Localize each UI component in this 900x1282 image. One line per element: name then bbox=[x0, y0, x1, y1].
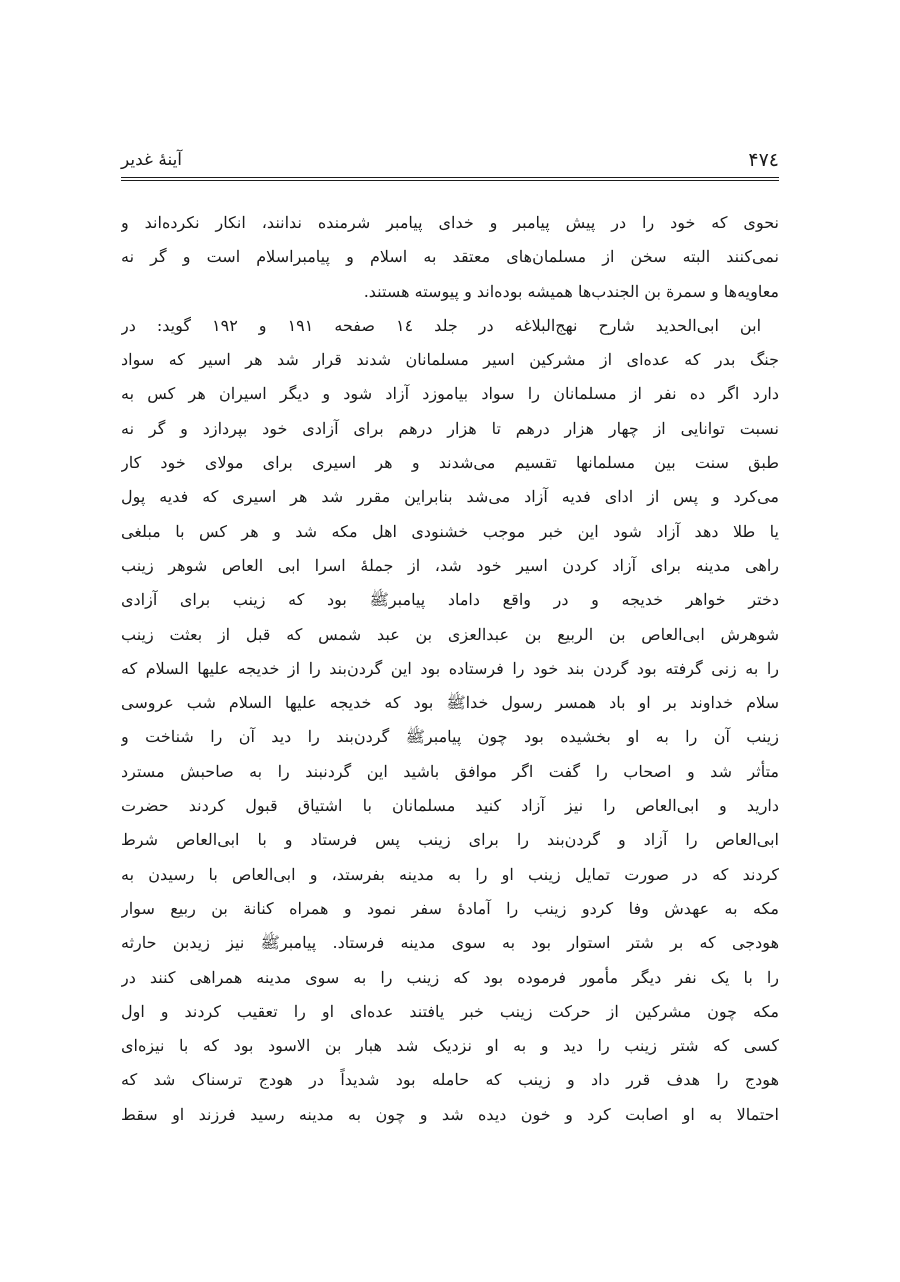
text-line: جنگ بدر که عده‌ای از مشرکین اسیر مسلمانان شدند قرار شد هر اسیر که سواد bbox=[121, 350, 779, 370]
text-line: سلام خداوند بر او باد همسر رسول خداﷺ بود که خدیجه علیها السلام شب عروسی bbox=[121, 693, 779, 713]
body-text bbox=[121, 206, 779, 1132]
text-line: را به زنی گرفته بود گردن بند خود را فرستاده بود این گردن‌بند را از خدیجه علیها السلام که bbox=[121, 658, 779, 678]
text-line: زینب آن را به او بخشیده بود چون پیامبرﷺ گردن‌بند را دید آن را شناخت و bbox=[121, 727, 779, 747]
text-line: می‌کرد و پس از ادای فدیه آزاد می‌شد بنابراین مقرر شد هر اسیری که فدیه پول bbox=[121, 487, 779, 507]
text-line: ابن ابی‌الحدید شارح نهج‌البلاغه در جلد ١٤ صفحه ١٩١ و ١٩٢ گوید: در bbox=[121, 315, 762, 335]
text-line: کردند که در صورت تمایل زینب او را به مدینه بفرستد، و ابی‌العاص با رسیدن به bbox=[121, 864, 779, 884]
text-line: مکه به عهدش وفا کردو زینب را آمادهٔ سفر نمود و همراه کنانة بن ربیع سوار bbox=[121, 898, 779, 918]
text-line: طبق سنت بین مسلمانها تقسیم می‌شدند و هر اسیری برای مولای خود کار bbox=[121, 453, 779, 473]
text-line: نمی‌کنند البته سخن از مسلمان‌های معتقد به اسلام و پیامبراسلام است و گر نه bbox=[121, 247, 779, 267]
text-line: دارد اگر ده نفر از مسلمانان را سواد بیاموزد آزاد شود و دیگر اسیران هر کس به bbox=[121, 384, 779, 404]
text-line: متأثر شد و اصحاب را گفت اگر موافق باشید این گردنبند را به صاحبش مسترد bbox=[121, 761, 779, 781]
text-line: راهی مدینه برای آزاد کردن اسیر خود شد، از جملهٔ اسرا ابی العاص شوهر زینب bbox=[121, 555, 779, 575]
page-number: ۴۷٤ bbox=[748, 149, 779, 171]
text-line: هودج را هدف قرر داد و زینب که حامله بود شدیداً در هودج ترسناک شد که bbox=[121, 1070, 779, 1090]
text-line: احتمالا به او اصابت کرد و خون دیده شد و چون به مدینه رسید فرزند او سقط bbox=[121, 1104, 779, 1124]
text-line: نسبت توانایی از چهار هزار درهم تا هزار درهم برای آزادی خود بپردازد و گر نه bbox=[121, 418, 779, 438]
text-line: یا طلا دهد آزاد شود این خبر موجب خشنودی اهل مکه شد و هر کس با مبلغی bbox=[121, 521, 779, 541]
text-line: هودجی که بر شتر استوار بود به سوی مدینه فرستاد. پیامبرﷺ نیز زیدبن حارثه bbox=[121, 933, 779, 953]
text-line: معاویه‌ها و سمرة بن الجندب‌ها همیشه بوده‌اند و پیوسته هستند. bbox=[363, 281, 779, 301]
text-line: مکه چون مشرکین از حرکت زینب خبر یافتند عده‌ای او را تعقیب کردند و اول bbox=[121, 1001, 779, 1021]
running-header bbox=[121, 148, 779, 178]
text-line: شوهرش ابی‌العاص بن الربیع بن عبدالعزی بن عبد شمس که قبل از بعثت زینب bbox=[121, 624, 779, 644]
text-line: را با یک نفر دیگر مأمور فرموده بود که زینب را به سوی مدینه همراهی کنند در bbox=[121, 967, 779, 987]
text-line: کسی که شتر زینب را دید و به او نزدیک شد هبار بن الاسود بود که با نیزه‌ای bbox=[121, 1036, 779, 1056]
running-title: آینهٔ غدیر bbox=[121, 150, 183, 170]
text-line: نحوی که خود را در پیش پیامبر و خدای پیامبر شرمنده ندانند، انکار نکرده‌اند و bbox=[121, 213, 779, 232]
text-line: ابی‌العاص را آزاد و گردن‌بند را برای زینب پس فرستاد و با ابی‌العاص شرط bbox=[121, 830, 779, 850]
text-line: دختر خواهر خدیجه و در واقع داماد پیامبرﷺ بود که زینب برای آزادی bbox=[121, 590, 779, 610]
text-line: دارید و ابی‌العاص را نیز آزاد کنید مسلمانان با اشتیاق قبول کردند حضرت bbox=[121, 796, 779, 816]
header-rule bbox=[121, 177, 779, 181]
